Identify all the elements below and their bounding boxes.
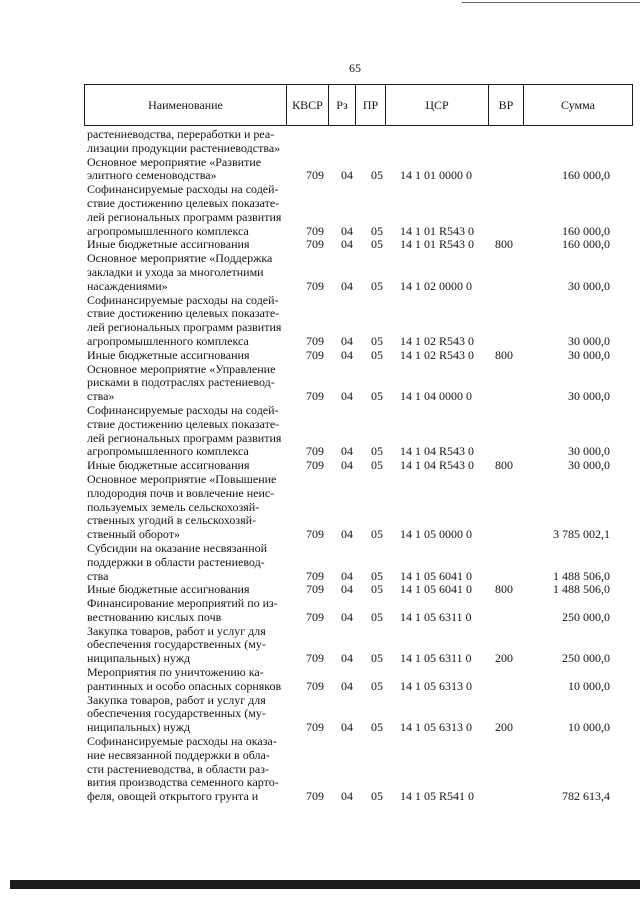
row-pr: 05 (371, 678, 383, 693)
row-rz: 04 (341, 237, 353, 252)
row-kvsr: 709 (306, 223, 324, 238)
row-csr: 14 1 04 R543 0 (400, 458, 475, 473)
row-vr: 800 (495, 458, 513, 473)
row-name-line: Мероприятия по уничтожению ка- (87, 665, 264, 680)
row-csr: 14 1 02 0000 0 (400, 278, 472, 293)
row-name (84, 363, 283, 404)
row-name-line: агропромышленного комплекса (87, 223, 249, 238)
row-kvsr: 709 (306, 582, 324, 597)
row-kvsr: 709 (306, 789, 324, 804)
row-rz: 04 (341, 651, 353, 666)
row-csr: 14 1 05 6311 0 (400, 651, 472, 666)
header-rz: Рз (329, 85, 356, 126)
row-sum: 250 000,0 (562, 609, 610, 624)
row-name-line: рисками в подотраслях растениевод- (87, 375, 275, 390)
row-name-line: агропромышленного комплекса (87, 444, 249, 459)
row-kvsr: 709 (306, 389, 324, 404)
row-csr: 14 1 04 R543 0 (400, 444, 475, 459)
row-kvsr: 709 (306, 568, 324, 583)
table-row (84, 666, 632, 694)
row-rz: 04 (341, 168, 353, 183)
table-row (84, 363, 632, 404)
row-kvsr: 709 (306, 678, 324, 693)
row-name-line: Субсидии на оказание несвязанной (87, 540, 268, 555)
row-kvsr: 709 (306, 347, 324, 362)
row-csr: 14 1 01 R543 0 (400, 223, 475, 238)
row-name (84, 694, 283, 735)
row-name-line: ственный оборот» (87, 527, 181, 542)
row-csr: 14 1 05 6041 0 (400, 568, 472, 583)
row-sum: 1 488 506,0 (553, 568, 610, 583)
row-name-line: ствие достижению целевых показате- (87, 416, 280, 431)
row-name-line: ствие достижению целевых показате- (87, 306, 280, 321)
header-csr: ЦСР (386, 85, 489, 126)
row-csr: 14 1 05 0000 0 (400, 527, 472, 542)
row-kvsr: 709 (306, 651, 324, 666)
row-rz: 04 (341, 720, 353, 735)
row-name-line: вестнованию кислых почв (87, 609, 222, 624)
row-pr: 05 (371, 609, 383, 624)
row-csr: 14 1 01 R543 0 (400, 237, 475, 252)
row-name-line: обеспечения государственных (му- (87, 637, 266, 652)
row-name-line: лей региональных программ развития (87, 320, 282, 335)
row-name-line: растениеводства, переработки и реа- (87, 127, 275, 141)
row-name (84, 597, 283, 625)
row-name-line: Финансирование мероприятий по из- (87, 596, 278, 611)
row-pr: 05 (371, 237, 383, 252)
table-row (84, 238, 632, 252)
row-name-line: Иные бюджетные ассигнования (87, 347, 250, 362)
row-pr: 05 (371, 278, 383, 293)
row-pr: 05 (371, 444, 383, 459)
row-name-line: феля, овощей открытого грунта и (87, 789, 259, 804)
row-name-line: лизации продукции растениеводства» (87, 140, 281, 155)
row-name (84, 583, 283, 597)
row-name-line: насаждениями» (87, 278, 168, 293)
row-pr: 05 (371, 347, 383, 362)
table-row (84, 597, 632, 625)
row-name-line: агропромышленного комплекса (87, 333, 249, 348)
row-name (84, 183, 283, 238)
table-row (84, 735, 632, 804)
row-rz: 04 (341, 458, 353, 473)
header-name: Наименование (85, 85, 287, 126)
row-sum: 30 000,0 (568, 444, 610, 459)
table-row (84, 252, 632, 293)
row-pr: 05 (371, 527, 383, 542)
row-sum: 30 000,0 (568, 333, 610, 348)
row-name-line: закладки и ухода за многолетними (87, 264, 264, 279)
row-vr: 800 (495, 582, 513, 597)
table-row (84, 473, 632, 542)
row-pr: 05 (371, 651, 383, 666)
row-rz: 04 (341, 678, 353, 693)
row-name-line: поддержки в области растениевод- (87, 554, 265, 569)
header-kvsr: КВСР (287, 85, 329, 126)
row-csr: 14 1 05 6313 0 (400, 720, 472, 735)
row-name-line: лей региональных программ развития (87, 209, 282, 224)
budget-rows (84, 128, 632, 804)
row-sum: 1 488 506,0 (553, 582, 610, 597)
row-pr: 05 (371, 568, 383, 583)
row-sum: 250 000,0 (562, 651, 610, 666)
table-row (84, 625, 632, 666)
row-name (84, 238, 283, 252)
table-row (84, 542, 632, 583)
row-kvsr: 709 (306, 609, 324, 624)
row-vr: 200 (495, 651, 513, 666)
row-name-line: Софинансируемые расходы на содей- (87, 292, 279, 307)
row-csr: 14 1 02 R543 0 (400, 333, 475, 348)
row-name (84, 349, 283, 363)
row-name-line: ства» (87, 389, 115, 404)
row-rz: 04 (341, 789, 353, 804)
row-csr: 14 1 05 6313 0 (400, 678, 472, 693)
row-rz: 04 (341, 582, 353, 597)
row-name-line: ственных угодий в сельскохозяй- (87, 513, 257, 528)
row-kvsr: 709 (306, 720, 324, 735)
row-name-line: Софинансируемые расходы на содей- (87, 182, 279, 197)
row-name-line: ствие достижению целевых показате- (87, 195, 280, 210)
row-name-line: ние несвязанной поддержки в обла- (87, 747, 270, 762)
header-vr: ВР (489, 85, 524, 126)
row-name-line: лей региональных программ развития (87, 430, 282, 445)
row-kvsr: 709 (306, 527, 324, 542)
row-name-line: элитного семеноводства» (87, 168, 217, 183)
row-name (84, 404, 283, 459)
row-name (84, 542, 283, 583)
row-csr: 14 1 02 R543 0 (400, 347, 475, 362)
row-name (84, 156, 283, 184)
row-pr: 05 (371, 458, 383, 473)
row-sum: 160 000,0 (562, 237, 610, 252)
row-name-line: Закупка товаров, работ и услуг для (87, 692, 266, 707)
row-sum: 160 000,0 (562, 223, 610, 238)
row-name-line: плодородия почв и вовлечение неис- (87, 485, 275, 500)
table-row (84, 294, 632, 349)
row-name-line: Основное мероприятие «Управление (87, 361, 276, 376)
row-kvsr: 709 (306, 333, 324, 348)
row-rz: 04 (341, 347, 353, 362)
row-rz: 04 (341, 527, 353, 542)
row-sum: 30 000,0 (568, 278, 610, 293)
row-name-line: Иные бюджетные ассигнования (87, 237, 250, 252)
row-sum: 3 785 002,1 (553, 527, 610, 542)
row-pr: 05 (371, 168, 383, 183)
table-row (84, 459, 632, 473)
row-pr: 05 (371, 720, 383, 735)
row-sum: 30 000,0 (568, 389, 610, 404)
row-pr: 05 (371, 789, 383, 804)
row-rz: 04 (341, 278, 353, 293)
row-rz: 04 (341, 389, 353, 404)
table-row (84, 694, 632, 735)
row-name (84, 666, 283, 694)
row-csr: 14 1 04 0000 0 (400, 389, 472, 404)
top-rule (462, 2, 640, 3)
row-name-line: Иные бюджетные ассигнования (87, 582, 250, 597)
table-header (84, 84, 633, 126)
scan-edge-bar (10, 880, 640, 889)
row-name-line: ниципальных) нужд (87, 651, 191, 666)
row-rz: 04 (341, 333, 353, 348)
row-name-line: Софинансируемые расходы на содей- (87, 402, 279, 417)
row-sum: 10 000,0 (568, 678, 610, 693)
row-name (84, 473, 283, 542)
row-sum: 10 000,0 (568, 720, 610, 735)
header-pr: ПР (356, 85, 386, 126)
row-rz: 04 (341, 223, 353, 238)
row-rz: 04 (341, 568, 353, 583)
row-csr: 14 1 05 6311 0 (400, 609, 472, 624)
row-kvsr: 709 (306, 237, 324, 252)
row-sum: 782 613,4 (562, 789, 610, 804)
row-vr: 800 (495, 237, 513, 252)
row-name-line: Основное мероприятие «Развитие (87, 154, 262, 169)
row-name-line: Иные бюджетные ассигнования (87, 458, 250, 473)
row-vr: 200 (495, 720, 513, 735)
row-sum: 160 000,0 (562, 168, 610, 183)
row-name-line: вития производства семенного карто- (87, 775, 279, 790)
row-name-line: обеспечения государственных (му- (87, 706, 266, 721)
row-name (84, 128, 283, 156)
table-row (84, 349, 632, 363)
row-csr: 14 1 05 R541 0 (400, 789, 475, 804)
row-kvsr: 709 (306, 168, 324, 183)
row-pr: 05 (371, 389, 383, 404)
row-pr: 05 (371, 582, 383, 597)
row-name-line: Основное мероприятие «Поддержка (87, 251, 273, 266)
table-row (84, 128, 632, 156)
row-csr: 14 1 05 6041 0 (400, 582, 472, 597)
table-row (84, 583, 632, 597)
row-kvsr: 709 (306, 278, 324, 293)
row-pr: 05 (371, 223, 383, 238)
row-name-line: Основное мероприятие «Повышение (87, 471, 277, 486)
row-name (84, 252, 283, 293)
page-number: 65 (349, 61, 361, 75)
row-kvsr: 709 (306, 444, 324, 459)
row-csr: 14 1 01 0000 0 (400, 168, 472, 183)
row-name-line: Софинансируемые расходы на оказа- (87, 734, 277, 749)
table-row (84, 183, 632, 238)
row-kvsr: 709 (306, 458, 324, 473)
header-sum: Сумма (524, 85, 633, 126)
row-sum: 30 000,0 (568, 458, 610, 473)
row-name-line: ниципальных) нужд (87, 720, 191, 735)
row-vr: 800 (495, 347, 513, 362)
row-pr: 05 (371, 333, 383, 348)
row-name-line: Закупка товаров, работ и услуг для (87, 623, 266, 638)
row-name (84, 735, 283, 804)
row-name (84, 459, 283, 473)
row-name-line: рантинных и особо опасных сорняков (87, 678, 282, 693)
row-name-line: пользуемых земель сельскохозяй- (87, 499, 260, 514)
row-sum: 30 000,0 (568, 347, 610, 362)
row-name (84, 294, 283, 349)
row-name-line: сти растениеводства, в области раз- (87, 761, 269, 776)
row-rz: 04 (341, 444, 353, 459)
table-row (84, 156, 632, 184)
table-row (84, 404, 632, 459)
row-name (84, 625, 283, 666)
row-name-line: ства (87, 568, 109, 583)
row-rz: 04 (341, 609, 353, 624)
